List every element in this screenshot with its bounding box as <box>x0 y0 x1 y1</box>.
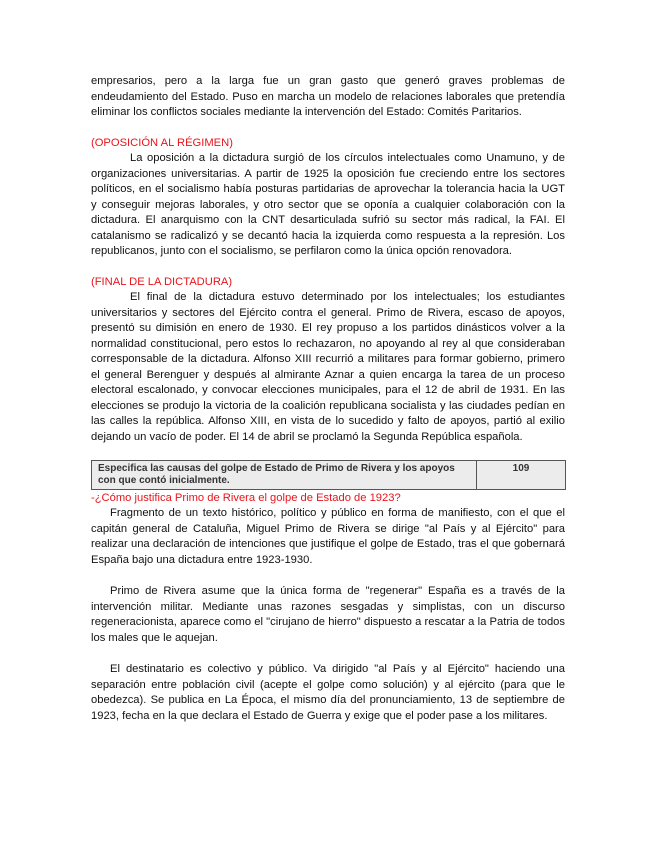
answer-paragraph-2: Primo de Rivera asume que la única forma de "regenerar" España es a través de la intervención militar. Mediante unas razones sesgadas y simplistas, con un discurso regeneracionista, aparece como el "cirujano de hierro" dispuesto a rescatar a la Patria de todos los males que le aquejan. <box>91 585 565 644</box>
question-box-text: Especifica las causas del golpe de Estado de Primo de Rivera y los apoyos con que contó inicialmente. <box>92 461 477 490</box>
spacer <box>91 121 565 136</box>
section-heading-opposition: (OPOSICIÓN AL RÉGIMEN) <box>91 136 233 149</box>
answer-paragraph-3: El destinatario es colectivo y público. Va dirigido "al País y al Ejército" haciendo una separación entre población civil (acepte el golpe como solución) y al ejército (para que le obedezca). Se publica en La Época, el mismo día del pronunciamiento, 13 de septiembre de 1923, fecha en la que declara el Estado de Guerra y exige que el poder pase a los militares. <box>91 663 565 722</box>
sub-question: -¿Cómo justifica Primo de Rivera el golpe de Estado de 1923? <box>91 492 401 504</box>
question-box <box>91 460 566 490</box>
section-body-opposition: La oposición a la dictadura surgió de los círculos intelectuales como Unamuno, y de organizaciones universitarias. A partir de 1925 la oposición fue creciendo entre los sectores políticos, en el socialismo había posturas partidarias de aprovechar la tolerancia hacia la UGT y conseguir mejoras laborales, y otro sector que se oponía a cualquier colaboración con la dictadura. El anarquismo con la CNT desarticulada sufrió su sector más radical, la FAI. El catalanismo se radicalizó y se decantó hacia la izquierda como respuesta a la represión. Los republicanos, junto con el socialismo, se perfilaron como la única opción renovadora. <box>91 152 565 257</box>
answer-paragraph-1: Fragmento de un texto histórico, político y público en forma de manifiesto, con el que el capitán general de Cataluña, Miguel Primo de Rivera se dirige "al País y al Ejército" para realizar una declaración de intenciones que justifique el golpe de Estado, tras el que gobernará España bajo una dictadura entre 1923-1930. <box>91 507 565 566</box>
section-body-end-of-dictatorship: El final de la dictadura estuvo determinado por los intelectuales; los estudiantes universitarios y sectores del Ejército contra el general. Primo de Rivera, escaso de apoyos, presentó su dimisión en enero de 1930. El rey propuso a los partidos dinásticos volver a la normalidad constitucional, pero estos lo rechazaron, no apoyando al rey al que consideraban corresponsable de la dictadura. Alfonso XIII recurrió a militares para formar gobierno, primero el general Berenguer y después al almirante Aznar a quien encarga la tarea de un proceso electoral escalonado, y convocar elecciones municipales, para el 12 de abril de 1931. En las elecciones se produjo la victoria de la coalición republicana socialista y las ciudades pedían en las calles la república. Alfonso XIII, en vista de lo sucedido y falto de apoyos, partió al exilio dejando un vacío de poder. El 14 de abril se proclamó la Segunda República española. <box>91 291 565 443</box>
question-box-number: 109 <box>477 461 566 490</box>
section-heading-end-of-dictatorship: (FINAL DE LA DICTADURA) <box>91 275 233 288</box>
spacer <box>91 568 565 584</box>
intro-paragraph: empresarios, pero a la larga fue un gran gasto que generó graves problemas de endeudamiento del Estado. Puso en marcha un modelo de relaciones laborales que pretendía eliminar los conflictos sociales mediante la intervención del Estado: Comités Paritarios. <box>91 75 565 118</box>
document-page <box>91 74 565 724</box>
spacer <box>91 646 565 662</box>
spacer <box>91 260 565 275</box>
